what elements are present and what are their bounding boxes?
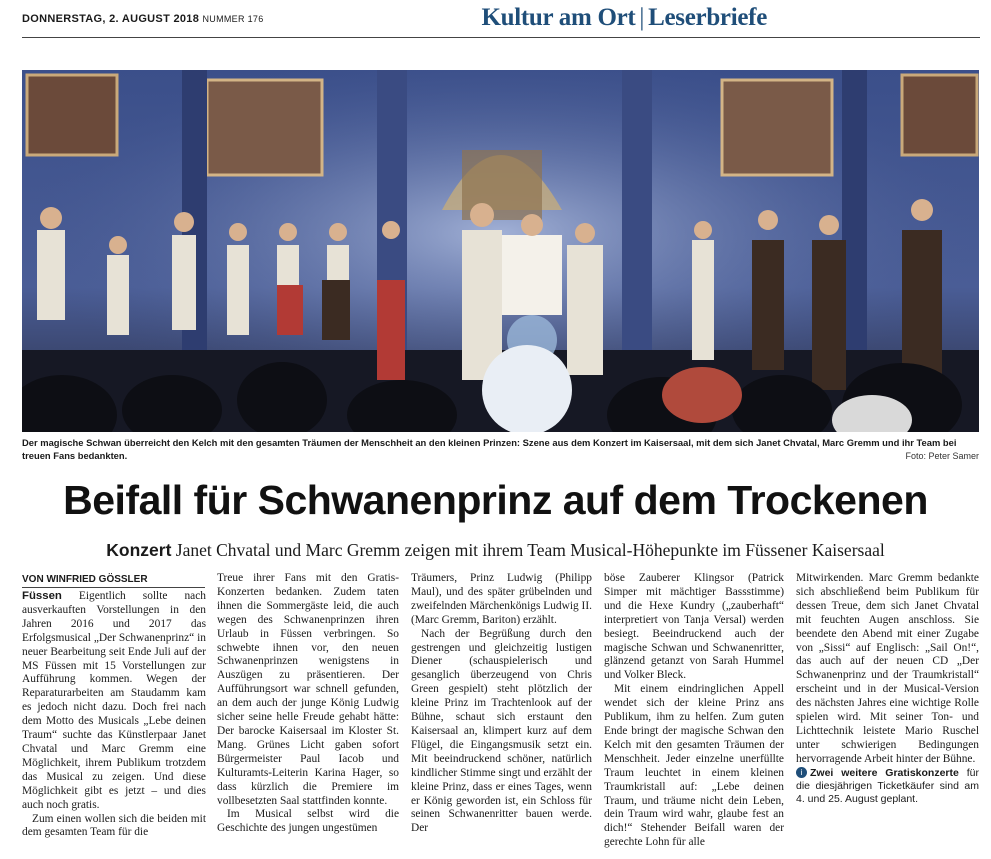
paragraph	[22, 590, 206, 813]
info-icon: i	[796, 767, 807, 778]
article-column-2	[217, 572, 399, 836]
photo-credit: Foto: Peter Samer	[905, 451, 979, 461]
issue-number: NUMMER 176	[202, 14, 264, 24]
paragraph: Im Musical selbst wird die Geschichte des jungen ungestümen	[217, 808, 399, 835]
paragraph-text: Eigentlich sollte nach ausverkauften Vorstellungen in den Jahren 2016 und 2017 das Erfolgsmusical „Der Schwanenprinz“ in neuer Bearbeitung seit Ende Juli auf der MS Füssen mit 15 Vorstellungen zur Aufführung kommen. Wegen der Reparaturarbeiten am Staudamm kam es jedoch nicht dazu. Doch frei nach dem Motto des Musicals „Lebe deinen Traum“ suchte das Künstlerpaar Janet Chvatal und Marc Gremm eine Möglichkeit, ihrem Publikum trotzdem das Musical zu zeigen. Und diese Möglichkeit gibt es jetzt – und dies auch noch gratis.	[22, 590, 206, 811]
paragraph: Treue ihrer Fans mit den Gratis-Konzerten bedanken. Zudem taten ihnen die Sommergäste leid, die auch wegen des Schwanenprinzen ihren Urlaub in Füssen verbringen. So schwebte ihnen vor, den neuen Schwanenprinzen wenigstens in Auszügen zu präsentieren. Der Aufführungsort war schnell gefunden, an dem auch der junge König Ludwig sicher seine helle Freude gehabt hätte: Der barocke Kaisersaal im Kloster St. Mang. Grünes Licht gaben sofort Bürgermeister Paul Iacob und Kulturamts-Leiterin Karina Hager, so dass kürzlich die Premiere im vollbesetzten Saal stattfinden konnte.	[217, 572, 399, 807]
info-bold: Zwei weitere Gratiskonzerte	[810, 766, 959, 779]
dateline-place: Füssen	[22, 590, 62, 602]
photo-illustration	[22, 70, 979, 432]
date-text: DONNERSTAG, 2. AUGUST 2018	[22, 13, 200, 25]
issue-date	[22, 13, 264, 25]
paragraph: Träumers, Prinz Ludwig (Philipp Maul), und des später grübelnden und zweifelnden Märchenkönigs Ludwig II. (Marc Gremm, Bariton) erzählt.	[411, 572, 592, 626]
paragraph: Zum einen wollen sich die beiden mit dem gesamten Team für die	[22, 812, 206, 839]
paragraph: Mitwirkenden. Marc Gremm bedankte sich abschließend beim Publikum für dessen Treue, dem sich Janet Chvatal mit feuchten Augen anschloss. Sie beendete den Abend mit einer Zugabe von „Sissi“ auf Englisch: „Sail On!“, das auch auf der neuen CD „Der Schwanenprinz und der Traumkristall“ erscheint und in der Musical-Version des nächsten Jahres eine wichtige Rolle spielen wird. Mit seiner Ton- und Lichttechnik leistete Mario Ruschel unter schwierigen Bedingungen hervorragende Arbeit hinter der Bühne.	[796, 572, 979, 765]
photo-caption: Der magische Schwan überreicht den Kelch mit den gesamten Träumen der Menschheit an den kleinen Prinzen: Szene aus dem Konzert im Kaisersaal, mit dem sich Janet Chvatal, Marc Gremm und ihr Team bei treuen Fans bedankten.	[22, 437, 957, 461]
section-title	[481, 4, 767, 32]
section-left: Kultur am Ort	[481, 4, 636, 31]
kicker: Konzert	[106, 540, 172, 560]
article-column-4	[604, 572, 784, 850]
article-headline: Beifall für Schwanenprinz auf dem Trockenen	[63, 477, 928, 523]
paragraph: Nach der Begrüßung durch den gestrengen und gleichzeitig lustigen Diener (schauspielerisch und gesanglich überzeugend von Chris Green gespielt) steht plötzlich der kleine Prinz im Trachtenlook auf der Bühne, schaut sich erstaunt den Kaisersaal an, klimpert kurz auf dem Flügel, die Eingangsmusik setzt ein. Mit beeindruckend schöner, natürlich kindlicher Stimme singt und erzählt der kleine Prinz, dass er eines Tages, wenn er König geworden ist, ein Schloss für seinen Schwanenritter bauen werde. Der	[411, 627, 592, 835]
info-box	[796, 767, 979, 806]
article-column-3	[411, 572, 592, 836]
article-subhead	[0, 540, 991, 561]
section-separator: |	[639, 4, 645, 31]
section-right: Leserbriefe	[648, 4, 767, 31]
header-rule	[22, 37, 980, 38]
article-column-5	[796, 572, 979, 806]
article-column-1	[22, 590, 206, 840]
subhead-text: Janet Chvatal und Marc Gremm zeigen mit ihrem Team Musical-Höhepunkte im Füssener Kaisersaal	[175, 540, 885, 560]
info-text: für die diesjährigen Ticketkäufer sind am 4. und 25. August geplant.	[796, 766, 980, 805]
concert-photo	[22, 70, 979, 432]
paragraph: Mit einem eindringlichen Appell wendet sich der kleine Prinz ans Publikum, ihm zu helfen. Zum guten Ende bringt der magische Schwan den Kelch mit den gesamten Träumen der Menschheit. Jeder einzelne unerfüllte Traum leuchtet in einem kleinen Traumkristall auf: „Lebe deinen Traum, und träume nicht dein Leben, dein Traum wird wahr, glaube fest an dich!“ Stehender Beifall waren der gerechte Lohn für alle	[604, 683, 784, 849]
byline: VON WINFRIED GÖSSLER	[22, 574, 205, 588]
paragraph: böse Zauberer Klingsor (Patrick Simper mit mächtiger Bassstimme) und die Hexe Kundry („zauberhaft“ interpretiert von Tanja Versal) werden besiegt. Beeindruckend auch der magische Schwan und Schwanenritter, glänzend getanzt von Sarah Hummel und Volker Bleck.	[604, 572, 784, 682]
